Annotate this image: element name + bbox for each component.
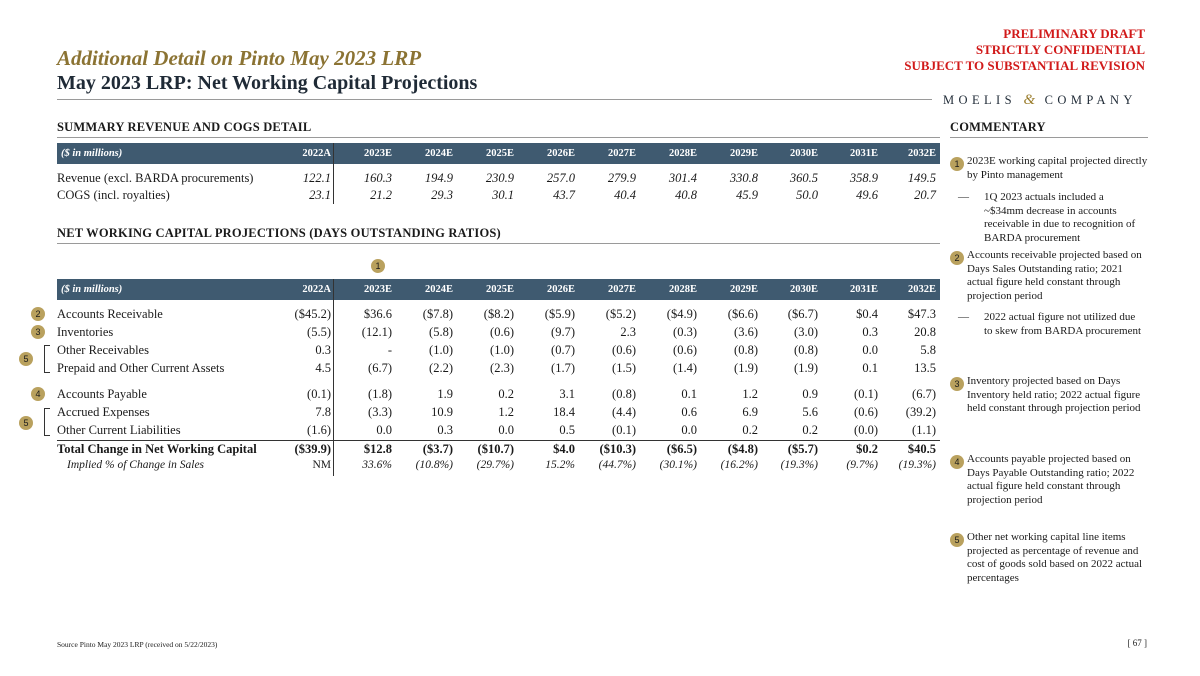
cell: (12.1) <box>361 325 392 339</box>
cell: (0.0) <box>854 423 878 437</box>
nwc-col-2023E: 2023E <box>363 284 392 295</box>
cell: (1.8) <box>368 387 392 401</box>
cell: (1.0) <box>429 343 453 357</box>
cell: (1.6) <box>307 423 331 437</box>
nwc-row-total <box>57 441 940 459</box>
dash-glyph: — <box>958 191 969 203</box>
cell: (0.8) <box>612 387 636 401</box>
cell: (1.4) <box>673 361 697 375</box>
row-label: Accrued Expenses <box>57 405 150 419</box>
cell: $4.0 <box>553 442 575 456</box>
cell: $12.8 <box>363 442 392 456</box>
commentary-badge: 3 <box>950 377 964 391</box>
cell: 23.1 <box>309 188 331 202</box>
cell: (0.1) <box>854 387 878 401</box>
cell: 50.0 <box>796 188 818 202</box>
summary-col-2024E: 2024E <box>424 148 453 159</box>
cell: $0.2 <box>856 442 878 456</box>
cell: ($8.2) <box>483 307 514 321</box>
badge-inventories: 3 <box>31 325 45 339</box>
cell: ($10.3) <box>599 442 636 456</box>
badge-accounts-payable: 4 <box>31 387 45 401</box>
source-note: Source Pinto May 2023 LRP (received on 5/22/2023) <box>57 640 218 649</box>
cell: 49.6 <box>856 188 878 202</box>
cell: 301.4 <box>668 171 697 185</box>
commentary-badge: 2 <box>950 251 964 265</box>
summary-unit-label: ($ in millions) <box>61 148 123 159</box>
cell: 230.9 <box>485 171 514 185</box>
cell: (10.8%) <box>415 459 453 471</box>
dash-glyph: — <box>958 311 969 323</box>
cell: $40.5 <box>907 442 936 456</box>
summary-col-2028E: 2028E <box>668 148 697 159</box>
cell: 40.8 <box>675 188 697 202</box>
row-label: COGS (incl. royalties) <box>57 188 170 202</box>
cell: 0.2 <box>498 387 514 401</box>
cell: 10.9 <box>431 405 453 419</box>
nwc-row-prepaid <box>57 360 940 378</box>
cell: ($5.7) <box>787 442 818 456</box>
nwc-row-inventories <box>57 324 940 342</box>
cell: (0.6) <box>854 405 878 419</box>
nwc-col-2031E: 2031E <box>849 284 878 295</box>
summary-col-2022A: 2022A <box>302 148 331 159</box>
row-label: Accounts Payable <box>57 387 147 401</box>
cell: 122.1 <box>302 171 331 185</box>
cell: (44.7%) <box>598 459 636 471</box>
page-number: [ 67 ] <box>1127 638 1147 648</box>
cell: (39.2) <box>905 405 936 419</box>
row-label: Inventories <box>57 325 114 339</box>
cell: 15.2% <box>545 459 575 471</box>
nwc-col-2030E: 2030E <box>789 284 818 295</box>
cell: ($3.7) <box>422 442 453 456</box>
cell: (0.6) <box>490 325 514 339</box>
nwc-col-2032E: 2032E <box>907 284 936 295</box>
badge-other-assets: 5 <box>19 352 33 366</box>
cell: (1.5) <box>612 361 636 375</box>
commentary-badge: 5 <box>950 533 964 547</box>
cell: (19.3%) <box>780 459 818 471</box>
cell: 1.2 <box>742 387 758 401</box>
cell: (2.2) <box>429 361 453 375</box>
draft-line-2: STRICTLY CONFIDENTIAL <box>975 42 1145 57</box>
summary-row-revenue <box>57 170 940 188</box>
cell: 20.7 <box>914 188 936 202</box>
title-divider <box>57 99 932 100</box>
cell: 0.0 <box>862 343 878 357</box>
nwc-row-other-current-liabilities <box>57 422 940 440</box>
cell: 45.9 <box>736 188 758 202</box>
commentary-text: Accounts payable projected based on Days Payable Outstanding ratio; 2022 actual figure held constant through projection period <box>967 453 1135 506</box>
summary-col-2030E: 2030E <box>789 148 818 159</box>
nwc-table-header <box>57 279 940 300</box>
commentary-text: Inventory projected based on Days Inventory held ratio; 2022 actual figure held constant through projection period <box>967 375 1141 414</box>
cell: (0.6) <box>673 343 697 357</box>
cell: (1.9) <box>794 361 818 375</box>
commentary-sub-text: 1Q 2023 actuals included a ~$34mm decrease in accounts receivable in due to recognition of BARDA procurement <box>984 191 1136 244</box>
commentary-heading-rule <box>950 137 1148 138</box>
cell: 29.3 <box>431 188 453 202</box>
cell: $36.6 <box>363 307 392 321</box>
cell: (16.2%) <box>720 459 758 471</box>
nwc-row-accounts-payable <box>57 386 940 404</box>
section-subtitle: Additional Detail on Pinto May 2023 LRP <box>57 46 422 70</box>
cell: ($45.2) <box>294 307 331 321</box>
badge-accounts-receivable: 2 <box>31 307 45 321</box>
cell: 0.1 <box>681 387 697 401</box>
cell: ($4.8) <box>727 442 758 456</box>
cell: - <box>387 343 392 357</box>
cell: 0.6 <box>681 405 697 419</box>
cell: 0.0 <box>681 423 697 437</box>
cell: (9.7) <box>551 325 575 339</box>
nwc-row-implied-pct <box>57 458 940 476</box>
commentary-heading: COMMENTARY <box>950 120 1046 134</box>
nwc-col-2026E: 2026E <box>546 284 575 295</box>
cell: 20.8 <box>914 325 936 339</box>
summary-col-2023E: 2023E <box>363 148 392 159</box>
cell: ($5.2) <box>605 307 636 321</box>
nwc-unit-label: ($ in millions) <box>61 284 123 295</box>
cell: (2.3) <box>490 361 514 375</box>
nwc-row-accrued-expenses <box>57 404 940 422</box>
cell: (6.7) <box>912 387 936 401</box>
row-label: Prepaid and Other Current Assets <box>57 361 225 375</box>
cell: 194.9 <box>424 171 453 185</box>
cell: 21.2 <box>370 188 392 202</box>
cell: 0.3 <box>315 343 331 357</box>
commentary-text: 2023E working capital projected directly by Pinto management <box>967 155 1148 181</box>
cell: 160.3 <box>363 171 392 185</box>
nwc-heading-rule <box>57 243 940 244</box>
cell: 0.2 <box>802 423 818 437</box>
draft-notice <box>904 26 1145 74</box>
cell: (5.5) <box>307 325 331 339</box>
nwc-heading: NET WORKING CAPITAL PROJECTIONS (DAYS OUTSTANDING RATIOS) <box>57 226 501 240</box>
nwc-col-2027E: 2027E <box>607 284 636 295</box>
cell: 0.1 <box>862 361 878 375</box>
cell: 1.9 <box>437 387 453 401</box>
cell: ($6.5) <box>666 442 697 456</box>
nwc-col-2028E: 2028E <box>668 284 697 295</box>
row-label: Revenue (excl. BARDA procurements) <box>57 171 254 185</box>
cell: (3.3) <box>368 405 392 419</box>
row-label: Other Receivables <box>57 343 149 357</box>
cell: 5.6 <box>802 405 818 419</box>
cell: (19.3%) <box>898 459 936 471</box>
cell: ($4.9) <box>666 307 697 321</box>
cell: 33.6% <box>362 459 392 471</box>
cell: 4.5 <box>315 361 331 375</box>
nwc-row-accounts-receivable <box>57 306 940 324</box>
commentary-text: Other net working capital line items projected as percentage of revenue and cost of goods sold based on 2022 actual percentages <box>967 531 1143 584</box>
row-label: Accounts Receivable <box>57 307 163 321</box>
page-title: May 2023 LRP: Net Working Capital Projections <box>57 72 478 94</box>
cell: (0.3) <box>673 325 697 339</box>
badge-2023-column: 1 <box>371 259 385 273</box>
summary-col-2027E: 2027E <box>607 148 636 159</box>
cell: (1.0) <box>490 343 514 357</box>
cell: 40.4 <box>614 188 636 202</box>
commentary-badge: 1 <box>950 157 964 171</box>
cell: 3.1 <box>559 387 575 401</box>
cell: 7.8 <box>315 405 331 419</box>
summary-table-header <box>57 143 940 164</box>
cell: NM <box>312 459 331 471</box>
cell: (0.8) <box>734 343 758 357</box>
nwc-row-other-receivables <box>57 342 940 360</box>
draft-line-3: SUBJECT TO SUBSTANTIAL REVISION <box>904 58 1145 73</box>
nwc-col-2024E: 2024E <box>424 284 453 295</box>
nwc-col-2029E: 2029E <box>729 284 758 295</box>
cell: (5.8) <box>429 325 453 339</box>
nwc-col-2025E: 2025E <box>485 284 514 295</box>
cell: (0.6) <box>612 343 636 357</box>
cell: (1.7) <box>551 361 575 375</box>
cell: 0.0 <box>498 423 514 437</box>
summary-col-2026E: 2026E <box>546 148 575 159</box>
cell: $47.3 <box>907 307 936 321</box>
badge-other-liabilities: 5 <box>19 416 33 430</box>
summary-col-2029E: 2029E <box>729 148 758 159</box>
summary-heading: SUMMARY REVENUE AND COGS DETAIL <box>57 120 312 134</box>
cell: 0.2 <box>742 423 758 437</box>
cell: (30.1%) <box>659 459 697 471</box>
bracket-other-assets <box>44 345 50 373</box>
summary-col-2032E: 2032E <box>907 148 936 159</box>
cell: 5.8 <box>920 343 936 357</box>
row-label: Implied % of Change in Sales <box>67 459 205 471</box>
cell: ($10.7) <box>477 442 514 456</box>
bracket-other-liabilities <box>44 408 50 436</box>
commentary-text: Accounts receivable projected based on Days Sales Outstanding ratio; 2021 actual figure held constant through projection period <box>967 249 1142 302</box>
cell: ($6.6) <box>727 307 758 321</box>
cell: 1.2 <box>498 405 514 419</box>
cell: (0.1) <box>612 423 636 437</box>
nwc-col-2022A: 2022A <box>302 284 331 295</box>
cell: 0.5 <box>559 423 575 437</box>
cell: (1.1) <box>912 423 936 437</box>
cell: 18.4 <box>553 405 575 419</box>
cell: 0.3 <box>437 423 453 437</box>
cell: 0.9 <box>802 387 818 401</box>
summary-col-2025E: 2025E <box>485 148 514 159</box>
logo-left-word: MOELIS <box>943 93 1016 107</box>
cell: (0.7) <box>551 343 575 357</box>
cell: $0.4 <box>856 307 878 321</box>
cell: 358.9 <box>849 171 878 185</box>
cell: (3.0) <box>794 325 818 339</box>
summary-col-2031E: 2031E <box>849 148 878 159</box>
row-label: Total Change in Net Working Capital <box>57 442 257 456</box>
cell: 43.7 <box>553 188 575 202</box>
company-logo <box>943 92 1137 109</box>
cell: 0.0 <box>376 423 392 437</box>
cell: 360.5 <box>789 171 818 185</box>
cell: (4.4) <box>612 405 636 419</box>
cell: (3.6) <box>734 325 758 339</box>
logo-ampersand: & <box>1023 92 1038 108</box>
commentary-badge: 4 <box>950 455 964 469</box>
cell: 279.9 <box>607 171 636 185</box>
row-label: Other Current Liabilities <box>57 423 181 437</box>
cell: 257.0 <box>546 171 575 185</box>
logo-right-word: COMPANY <box>1044 93 1137 107</box>
commentary-sub-text: 2022 actual figure not utilized due to skew from BARDA procurement <box>984 311 1142 337</box>
cell: (0.1) <box>307 387 331 401</box>
cell: (9.7%) <box>846 459 878 471</box>
summary-heading-rule <box>57 137 940 138</box>
cell: ($7.8) <box>422 307 453 321</box>
cell: 30.1 <box>492 188 514 202</box>
cell: 0.3 <box>862 325 878 339</box>
cell: ($39.9) <box>294 442 331 456</box>
cell: 330.8 <box>729 171 758 185</box>
cell: 2.3 <box>620 325 636 339</box>
draft-line-1: PRELIMINARY DRAFT <box>1003 26 1145 41</box>
summary-row-cogs <box>57 187 940 205</box>
cell: 149.5 <box>907 171 936 185</box>
cell: 13.5 <box>914 361 936 375</box>
cell: ($5.9) <box>544 307 575 321</box>
cell: (1.9) <box>734 361 758 375</box>
cell: 6.9 <box>742 405 758 419</box>
cell: ($6.7) <box>787 307 818 321</box>
cell: (29.7%) <box>476 459 514 471</box>
cell: (6.7) <box>368 361 392 375</box>
cell: (0.8) <box>794 343 818 357</box>
